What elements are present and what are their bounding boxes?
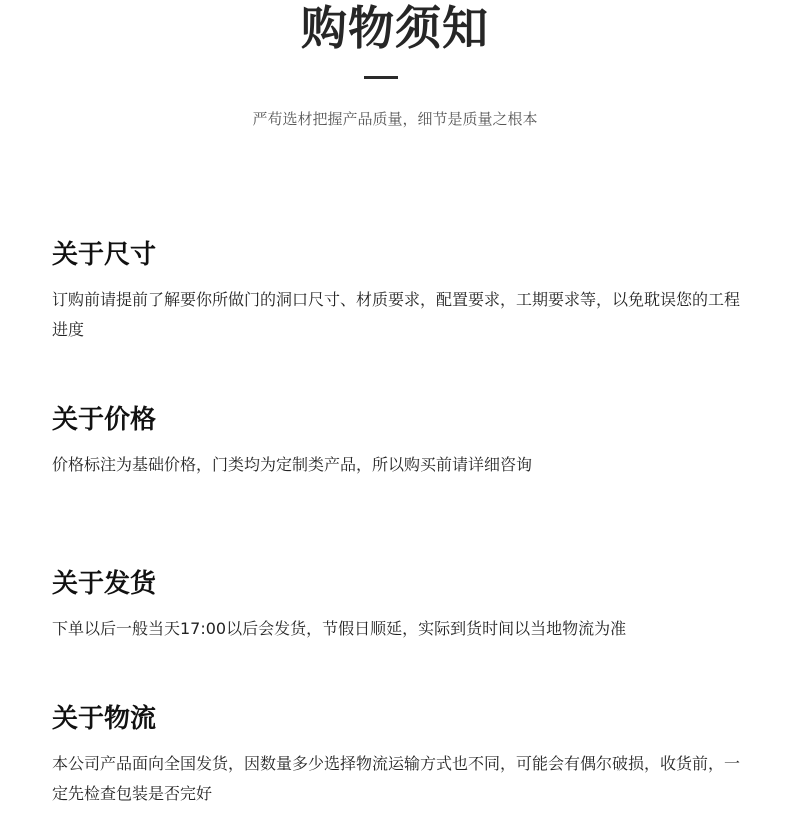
- section-heading-shipping: 关于发货: [52, 569, 157, 599]
- page-subtitle: 严苟选材把握产品质量，细节是质量之根本: [252, 110, 538, 128]
- section-shipping: [52, 566, 752, 644]
- section-body-price: 价格标注为基础价格，门类均为定制类产品，所以购买前请详细咨询: [52, 455, 533, 474]
- section-heading-price: 关于价格: [52, 405, 157, 435]
- section-price: [52, 402, 752, 480]
- section-logistics: [52, 701, 752, 809]
- section-body-shipping: 下单以后一般当天17:00以后会发货，节假日顺延，实际到货时间以当地物流为准: [52, 619, 627, 638]
- section-heading-size: 关于尺寸: [52, 240, 157, 270]
- section-body-size: 订购前请提前了解要你所做门的洞口尺寸、材质要求，配置要求，工期要求等，以免耽误您的工程进度: [52, 290, 741, 339]
- page-title: 购物须知: [301, 1, 489, 55]
- section-heading-logistics: 关于物流: [52, 704, 157, 734]
- title-divider: [364, 76, 398, 79]
- section-size: [52, 237, 752, 345]
- section-body-logistics: 本公司产品面向全国发货，因数量多少选择物流运输方式也不同，可能会有偶尔破损，收货前，一定先检查包装是否完好: [52, 754, 741, 803]
